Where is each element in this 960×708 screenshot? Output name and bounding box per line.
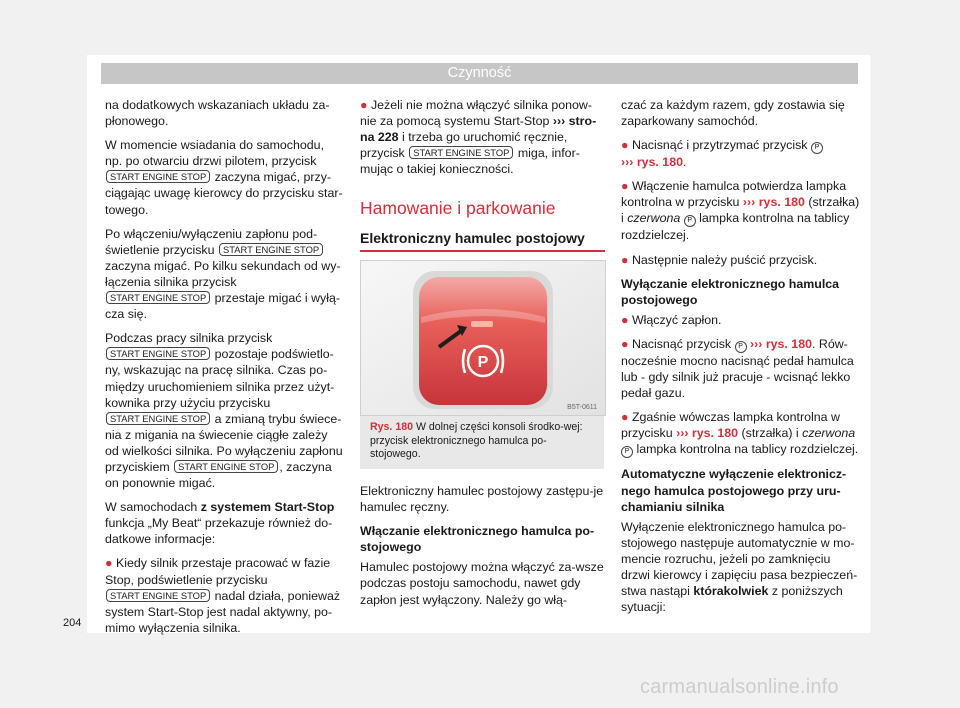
bullet-icon: ● bbox=[621, 138, 629, 153]
text: Podczas pracy silnika przycisk bbox=[105, 331, 273, 346]
page-reference-link[interactable]: ››› stro-na 228 bbox=[360, 114, 597, 145]
paragraph bbox=[105, 226, 343, 323]
column-2 bbox=[360, 97, 605, 616]
bold-text: z systemem Start-Stop bbox=[200, 500, 335, 515]
text: Hamulec postojowy można włączyć za-wsze podczas postoju samochodu, nawet gdy zapłon jest wyłączony. Należy go włą- bbox=[360, 560, 604, 607]
parking-brake-icon: P bbox=[811, 142, 823, 154]
text: miga, infor-mując o takiej konieczności. bbox=[360, 146, 580, 177]
text: przestaje migać i wyłą-cza się. bbox=[105, 291, 340, 322]
bullet-icon: ● bbox=[621, 312, 629, 327]
bullet-icon: ● bbox=[621, 410, 629, 425]
figure-reference-link[interactable]: ››› rys. 180 bbox=[676, 426, 739, 441]
text: zaczyna migać, przy-ciągając uwagę kierowcy do przycisku star-towego. bbox=[105, 170, 343, 217]
parking-letter: P bbox=[477, 354, 489, 372]
start-engine-stop-key: START ENGINE STOP bbox=[106, 412, 210, 425]
parking-brake-icon: P bbox=[684, 215, 696, 227]
text: W samochodach bbox=[105, 500, 198, 515]
bullet-icon: ● bbox=[360, 98, 368, 112]
indicator-lamp bbox=[471, 321, 493, 327]
figure-reference-link[interactable]: ››› rys. 180 bbox=[750, 336, 812, 351]
text: na dodatkowych wskazaniach układu za-płonowego. bbox=[105, 98, 330, 129]
watermark: carmanualsonline.info bbox=[640, 676, 839, 698]
paragraph bbox=[360, 559, 605, 607]
text: Nacisnąć przycisk bbox=[631, 336, 732, 351]
text: nadal działa, ponieważ system Start-Stop jest nadal aktywny, po-mimo wyłączenia silnika. bbox=[105, 588, 341, 635]
subheading: Wyłączanie elektronicznego hamulca postojowego bbox=[621, 276, 840, 307]
text: Wyłączenie elektronicznego hamulca po-stojowego następuje automatycznie w mo-mencie rozruchu, jeżeli po zamknięciu drzwi kierowcy i zapięciu pasa bezpieczeń-stwa nastąpi bbox=[621, 519, 858, 599]
section-title: Hamowanie i parkowanie bbox=[360, 198, 556, 219]
italic-text: czerwona bbox=[802, 426, 856, 441]
text: Kiedy silnik przestaje pracować w fazie Stop, podświetlenie przycisku bbox=[105, 556, 331, 587]
text: . Rów-nocześnie mocno nacisnąć pedał hamulca lub - gdy silnik już pracuje - wcisnąć lekko pedał gazu. bbox=[621, 336, 854, 401]
caption-text: W dolnej części konsoli środko-wej: przycisk elektronicznego hamulca po-stojowego. bbox=[370, 421, 583, 461]
paragraph bbox=[105, 137, 343, 217]
figure-code: B5T-0611 bbox=[567, 404, 597, 412]
paragraph bbox=[105, 97, 343, 129]
text: , zaczyna on ponownie migać. bbox=[105, 459, 332, 491]
bullet-item bbox=[360, 97, 605, 177]
start-engine-stop-key: START ENGINE STOP bbox=[174, 460, 278, 473]
text: Po włączeniu/wyłączeniu zapłonu pod-świetlenie przycisku bbox=[105, 226, 318, 257]
subheading: Włączanie elektronicznego hamulca po-stojowego bbox=[360, 524, 595, 555]
bullet-icon: ● bbox=[105, 556, 113, 571]
figure-reference-link[interactable]: ››› rys. 180 bbox=[742, 195, 805, 210]
text: Włączyć zapłon. bbox=[631, 312, 722, 327]
start-engine-stop-key: START ENGINE STOP bbox=[106, 347, 210, 360]
bullet-item bbox=[621, 409, 861, 458]
paragraph bbox=[105, 499, 343, 547]
text: lampka kontrolna na tablicy rozdzielczej. bbox=[621, 211, 850, 243]
text: i trzeba go uruchomić ręcznie, przycisk bbox=[360, 130, 568, 161]
bullet-icon: ● bbox=[621, 179, 629, 194]
start-engine-stop-key: START ENGINE STOP bbox=[219, 243, 323, 256]
text: Elektroniczny hamulec postojowy zastępu-je hamulec ręczny. bbox=[360, 483, 604, 515]
text: a zmianą trybu świece-nia z migania na świecenie ciągłe zależy od wielkości silnika. Po wyłączeniu zapłonu przyciskiem bbox=[105, 411, 343, 474]
parking-brake-icon: P bbox=[735, 341, 747, 353]
column-1 bbox=[105, 97, 343, 644]
text: Następnie należy puścić przycisk. bbox=[631, 252, 818, 267]
start-engine-stop-key: START ENGINE STOP bbox=[106, 291, 210, 304]
text: Nacisnąć i przytrzymać przycisk bbox=[631, 138, 808, 153]
bullet-item bbox=[621, 252, 861, 268]
text: W momencie wsiadania do samochodu, np. po otwarciu drzwi pilotem, przycisk bbox=[105, 138, 325, 169]
page-header: Czynność bbox=[101, 63, 858, 84]
bullet-icon: ● bbox=[621, 252, 629, 267]
paragraph bbox=[105, 330, 343, 491]
figure-parking-brake-button bbox=[360, 260, 606, 416]
text: Zgaśnie wówczas lampka kontrolna w przycisku bbox=[621, 410, 840, 441]
text: Włączenie hamulca potwierdza lampka kontrolna w przycisku bbox=[621, 179, 847, 210]
bullet-item bbox=[621, 312, 861, 328]
page-number: 204 bbox=[63, 617, 82, 629]
subheading: Automatyczne wyłączenie elektronicz-nego hamulca postojowego przy uru-chamianiu silnika bbox=[621, 467, 847, 514]
start-engine-stop-key: START ENGINE STOP bbox=[409, 146, 513, 159]
caption-figure-ref: Rys. 180 bbox=[370, 421, 413, 434]
text: zaczyna migać. Po kilku sekundach od wy-łączenia silnika przycisk bbox=[105, 258, 341, 289]
start-engine-stop-key: START ENGINE STOP bbox=[106, 589, 210, 602]
bold-text: którakolwiek bbox=[693, 584, 769, 599]
parking-brake-illustration bbox=[361, 261, 605, 415]
text: czać za każdym razem, gdy zostawia się zaparkowany samochód. bbox=[621, 98, 845, 129]
text: Jeżeli nie można włączyć silnika ponow-nie za pomocą systemu Start-Stop bbox=[360, 98, 592, 129]
italic-text: czerwona bbox=[627, 211, 681, 226]
figure-reference-link[interactable]: ››› rys. 180 bbox=[621, 155, 683, 170]
text: funkcja „My Beat“ przekazuje również do-datkowe informacje: bbox=[105, 516, 333, 547]
text: (strzałka) i bbox=[621, 195, 860, 226]
figure-caption bbox=[360, 416, 604, 469]
subsection-title: Elektroniczny hamulec postojowy bbox=[360, 229, 605, 252]
bullet-item bbox=[621, 178, 861, 243]
text: (strzałka) i bbox=[741, 426, 799, 441]
bullet-item: ● Nacisnąć i przytrzymać przycisk P ››› rys. 180. bbox=[621, 137, 861, 170]
text: pozostaje podświetlo-ny, wskazując na pracę silnika. Czas po-między uruchomieniem silnika przez użyt-kownika przy użyciu przycisku bbox=[105, 347, 335, 410]
text: z poniższych sytuacji: bbox=[621, 584, 843, 615]
start-engine-stop-key: START ENGINE STOP bbox=[106, 170, 210, 183]
paragraph bbox=[360, 483, 605, 515]
paragraph bbox=[621, 519, 861, 616]
text: lampka kontrolna na tablicy rozdzielczej. bbox=[636, 442, 859, 457]
bullet-item bbox=[105, 555, 343, 635]
bullet-icon: ● bbox=[621, 336, 629, 351]
parking-brake-icon: P bbox=[621, 446, 633, 458]
parking-brake-button bbox=[419, 277, 547, 405]
bullet-item bbox=[621, 336, 861, 401]
paragraph bbox=[621, 97, 861, 129]
column-3 bbox=[621, 97, 861, 623]
